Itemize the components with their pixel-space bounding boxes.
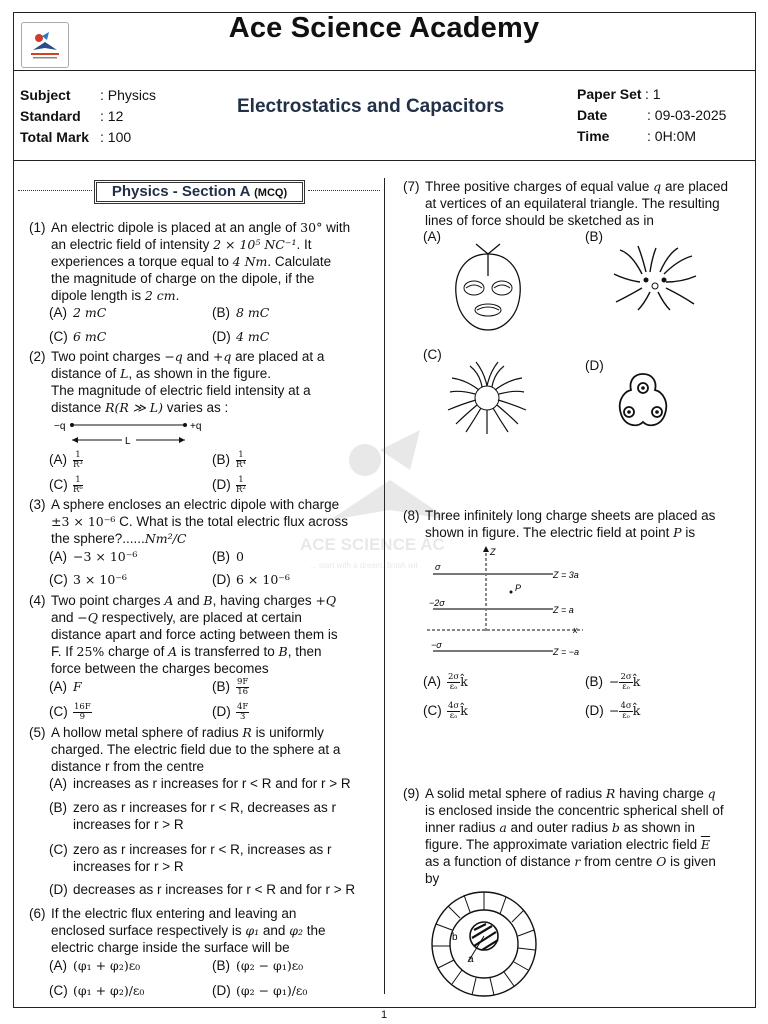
q8-sheets-figure	[425, 544, 595, 660]
q7-figure-a	[448, 242, 528, 334]
fig-charge-plus: +q	[190, 421, 202, 432]
fig-zma: Z = −a	[553, 647, 580, 657]
q9-sphere-figure	[428, 888, 540, 1000]
question-3: (3) A sphere encloses an electric dipole with charge ±3 × 10⁻⁶ C. What is the total electric flux across the sphere?......Nm²/C	[29, 497, 348, 546]
q4-option-c[interactable]: (C) $\frac{16F}{9}$	[49, 702, 91, 722]
watermark-text-1: ACE SCIENCE AC	[300, 535, 445, 554]
fig-za: Z = a	[553, 605, 574, 615]
question-1: (1) An electric dipole is placed at an angle of 30° with an electric field of intensity 2 × 10⁵ NC⁻¹. It experiences a torque equal to 4 Nm. Calculate the magnitude of charge on the dipole, if the dipole length is 2 cm.	[29, 220, 351, 303]
fig-length-label: L	[125, 436, 131, 447]
page-number: 1	[380, 1009, 388, 1021]
q2-option-b[interactable]: (B) $\frac{1}{\text{R⁴}}$	[212, 450, 246, 470]
q7-figure-c	[446, 360, 528, 436]
q4-option-b[interactable]: (B) $\frac{9F}{16}$	[212, 677, 249, 697]
q7-option-b-label[interactable]: (B)	[585, 229, 603, 244]
q7-option-a-label[interactable]: (A)	[423, 229, 441, 244]
meta-left	[20, 85, 156, 148]
subject-label: Subject	[20, 87, 71, 103]
fig-label-a: a	[468, 954, 474, 965]
q5-option-a[interactable]: (A) increases as r increases for r < R and for r > R	[49, 776, 351, 791]
q6-option-c[interactable]: (C) (φ₁ + φ₂)/ε₀	[49, 983, 145, 998]
q6-option-d[interactable]: (D) (φ₂ − φ₁)/ε₀	[212, 983, 308, 998]
fig-sigma: σ	[435, 562, 441, 572]
q3-option-c[interactable]: (C) 3 × 10⁻⁶	[49, 572, 127, 587]
fig-z-axis: Z	[490, 547, 496, 557]
paperset-label: Paper Set	[577, 86, 642, 102]
q6-option-a[interactable]: (A) (φ₁ + φ₂)ε₀	[49, 958, 141, 973]
q2-option-a[interactable]: (A) $\frac{1}{\text{R³}}$	[49, 450, 83, 470]
question-7: (7) Three positive charges of equal value q are placed at vertices of an equilateral triangle. The resulting lines of force should be sketched as in	[403, 179, 728, 228]
q5-option-c[interactable]: (C) zero as r increases for r < R, increases as r increases for r > R	[49, 842, 332, 874]
q1-option-d[interactable]: (D) 4 mC	[212, 329, 270, 344]
standard-value: : 12	[100, 108, 124, 124]
q8-option-b[interactable]: (B) − $\frac{2\sigma}{\text{εₒ}}$ k̂	[585, 672, 641, 692]
q5-option-b[interactable]: (B) zero as r increases for r < R, decreases as r increases for r > R	[49, 800, 336, 832]
q7-option-d-label[interactable]: (D)	[585, 358, 604, 373]
q2-dipole-figure	[52, 418, 212, 448]
subject-value: : Physics	[100, 87, 157, 103]
q2-option-d[interactable]: (D) $\frac{1}{\text{R²}}$	[212, 475, 246, 495]
section-title: Physics - Section A (MCQ)	[94, 180, 305, 204]
fig-minus-2sigma: −2σ	[429, 598, 445, 608]
time-value: : 0H:0M	[647, 128, 697, 144]
total-mark-value: : 100	[100, 129, 132, 145]
header-bottom-rule	[13, 160, 756, 161]
section-dots-left	[18, 190, 92, 191]
fig-label-b: b	[452, 932, 458, 943]
paper-title: Electrostatics and Capacitors	[237, 96, 505, 117]
question-5: (5) A hollow metal sphere of radius R is uniformly charged. The electric field due to the sphere at a distance r from the centre	[29, 725, 341, 774]
fig-point-p: P	[515, 583, 522, 593]
academy-name: Ace Science Academy	[228, 12, 540, 44]
section-dots-right	[308, 190, 380, 191]
fig-z3a: Z = 3a	[553, 570, 579, 580]
header-rule	[13, 70, 756, 71]
question-6: (6) If the electric flux entering and leaving an enclosed surface respectively is φ₁ and φ₂ the electric charge inside the surface will be	[29, 906, 326, 955]
question-4: (4) Two point charges A and B, having charges +Q and −Q respectively, are placed at certain distance apart and force acting between them is F. If 25% charge of A is transferred to B, then force between the charges becomes	[29, 593, 338, 676]
date-label: Date	[577, 107, 608, 123]
fig-minus-sigma: −σ	[431, 640, 442, 650]
q2-option-c[interactable]: (C) $\frac{1}{\text{R⁶}}$	[49, 475, 83, 495]
paperset-value: : 1	[645, 86, 661, 102]
q1-option-a[interactable]: (A) 2 mC	[49, 305, 107, 320]
q8-option-d[interactable]: (D) − $\frac{4\sigma}{\text{εₒ}}$ k̂	[585, 701, 641, 721]
time-label: Time	[577, 128, 610, 144]
q3-option-a[interactable]: (A) −3 × 10⁻⁶	[49, 549, 138, 564]
q1-option-c[interactable]: (C) 6 mC	[49, 329, 107, 344]
q7-figure-d	[615, 372, 671, 432]
question-8: (8) Three infinitely long charge sheets are placed as shown in figure. The electric field at point P is	[403, 508, 716, 540]
q7-option-c-label[interactable]: (C)	[423, 347, 442, 362]
meta-right	[577, 84, 726, 147]
standard-label: Standard	[20, 108, 81, 124]
q7-figure-b	[612, 244, 698, 312]
q8-option-c[interactable]: (C) $\frac{4\sigma}{\text{εₒ}}$ k̂	[423, 701, 468, 721]
total-mark-label: Total Mark	[20, 129, 89, 145]
watermark-text-2: ... start with a dream, finish wit	[310, 561, 418, 570]
fig-x-axis: x	[573, 625, 578, 635]
q5-option-d[interactable]: (D) decreases as r increases for r < R and for r > R	[49, 882, 356, 897]
question-9: (9) A solid metal sphere of radius R having charge q is enclosed inside the concentric spherical shell of inner radius a and outer radius b as shown in figure. The approximate variation electric field $\overline{E}$ as a function of distance r from centre O is given by	[403, 786, 724, 886]
question-2: (2) Two point charges −q and +q are placed at a distance of L, as shown in the figure. The magnitude of electric field intensity at a distance R(R ≫ L) varies as :	[29, 349, 325, 415]
charge-plus-dot	[183, 423, 187, 427]
q3-option-b[interactable]: (B) 0	[212, 549, 244, 564]
fig-charge-minus: −q	[54, 421, 66, 432]
q4-option-d[interactable]: (D) $\frac{4F}{3}$	[212, 702, 249, 722]
q3-option-d[interactable]: (D) 6 × 10⁻⁶	[212, 572, 290, 587]
q4-option-a[interactable]: (A) F	[49, 679, 82, 694]
q8-option-a[interactable]: (A) $\frac{2\sigma}{\text{εₒ}}$ k̂	[423, 672, 468, 692]
q1-option-b[interactable]: (B) 8 mC	[212, 305, 270, 320]
date-value: : 09-03-2025	[647, 107, 727, 123]
q6-option-b[interactable]: (B) (φ₂ − φ₁)ε₀	[212, 958, 304, 973]
